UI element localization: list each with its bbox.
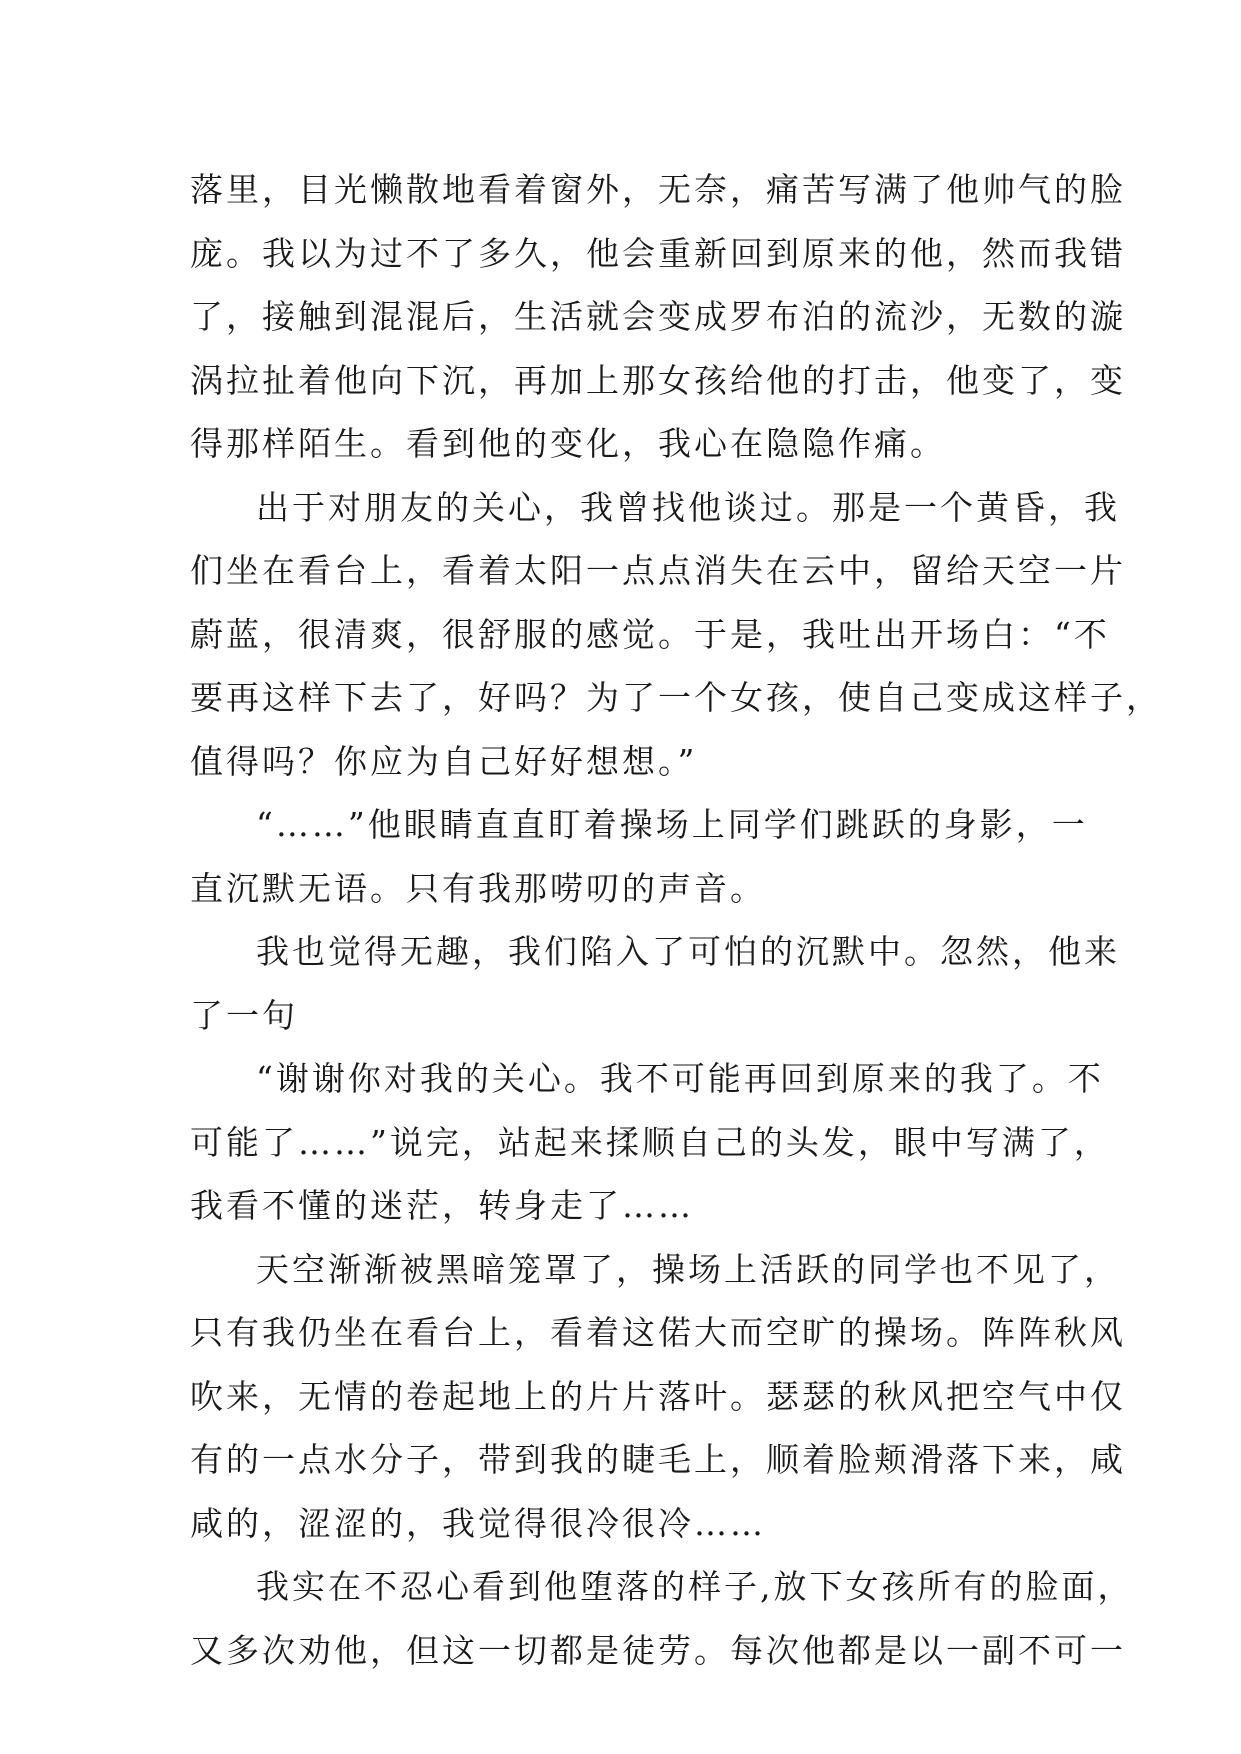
text-line: 们坐在看台上，看着太阳一点点消失在云中，留给天空一片 [190, 551, 1126, 590]
text-line: 我也觉得无趣，我们陷入了可怕的沉默中。忽然，他来 [256, 932, 1120, 971]
text-line: 我看不懂的迷茫，转身走了…… [190, 1186, 694, 1225]
text-line: 落里，目光懒散地看着窗外，无奈，痛苦写满了他帅气的脸 [190, 170, 1126, 209]
text-line: 了一句 [190, 995, 298, 1035]
text-line: 只有我仍坐在看台上，看着这偌大而空旷的操场。阵阵秋风 [190, 1313, 1126, 1352]
text-line: 我实在不忍心看到他堕落的样子,放下女孩所有的脸面， [256, 1567, 1134, 1606]
paragraph-3 [190, 793, 1088, 920]
text-line: 值得吗？你应为自己好好想想。” [190, 741, 698, 781]
text-line: “……”他眼睛直直盯着操场上同学们跳跃的身影，一 [256, 805, 1088, 844]
text-line: 了，接触到混混后，生活就会变成罗布泊的流沙，无数的漩 [190, 297, 1126, 336]
text-line: 可能了……”说完，站起来揉顺自己的头发，眼中写满了， [190, 1122, 1110, 1162]
text-line: 蔚蓝，很清爽，很舒服的感觉。于是，我吐出开场白：“不 [190, 614, 1110, 654]
text-line: 有的一点水分子，带到我的睫毛上，顺着脸颊滑落下来，咸 [190, 1440, 1126, 1479]
text-line: “谢谢你对我的关心。我不可能再回到原来的我了。不 [256, 1059, 1104, 1098]
text-line: 吹来，无情的卷起地上的片片落叶。瑟瑟的秋风把空气中仅 [190, 1376, 1126, 1416]
paragraph-2 [190, 476, 1162, 794]
text-line: 涡拉扯着他向下沉，再加上那女孩给他的打击，他变了，变 [190, 360, 1126, 400]
text-line: 要再这样下去了，好吗？为了一个女孩，使自己变成这样子， [190, 678, 1162, 717]
paragraph-6 [190, 1238, 1126, 1556]
text-line: 咸的，涩涩的，我觉得很冷很冷…… [190, 1503, 766, 1543]
paragraph-5 [190, 1047, 1110, 1238]
paragraph-7 [190, 1555, 1134, 1682]
text-line: 又多次劝他，但这一切都是徒劳。每次他都是以一副不可一 [190, 1630, 1126, 1670]
text-line: 得那样陌生。看到他的变化，我心在隐隐作痛。 [190, 424, 946, 463]
text-line: 直沉默无语。只有我那唠叨的声音。 [190, 868, 766, 908]
paragraph-4 [190, 920, 1120, 1047]
text-line: 庞。我以为过不了多久，他会重新回到原来的他，然而我错 [190, 233, 1126, 273]
text-line: 天空渐渐被黑暗笼罩了，操场上活跃的同学也不见了， [256, 1249, 1120, 1289]
paragraph-1 [190, 158, 1126, 476]
article-body [190, 158, 1162, 1682]
text-line: 出于对朋友的关心，我曾找他谈过。那是一个黄昏，我 [256, 487, 1120, 527]
